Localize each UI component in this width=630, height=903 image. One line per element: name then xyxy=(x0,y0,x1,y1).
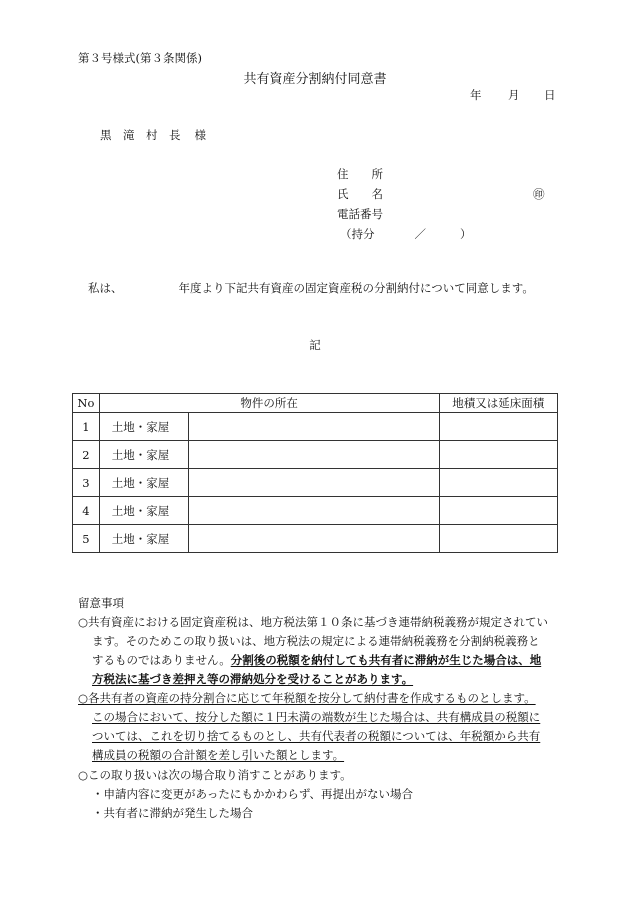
row-location-cell[interactable] xyxy=(189,525,439,553)
property-table xyxy=(72,393,558,553)
table-row xyxy=(73,413,558,441)
date-year-label: 年 xyxy=(470,88,482,102)
share-open: （持分 xyxy=(340,227,375,241)
document-title: 共有資産分割納付同意書 xyxy=(243,72,387,87)
row-location-cell[interactable] xyxy=(189,469,439,497)
table-row xyxy=(73,497,558,525)
form-number: 第３号様式(第３条関係) xyxy=(78,51,202,65)
note-2-line-4: 構成員の税額の合計額を差し引いた額とします。 xyxy=(92,748,345,762)
header-location: 物件の所在 xyxy=(99,394,439,413)
row-type: 土地・家屋 xyxy=(99,469,189,497)
row-area-cell[interactable] xyxy=(439,441,557,469)
consent-suffix: 年度より下記共有資産の固定資産税の分割納付について同意します。 xyxy=(178,281,534,295)
row-type: 土地・家屋 xyxy=(99,413,189,441)
share-close: ） xyxy=(460,227,472,241)
ki-heading: 記 xyxy=(309,338,321,352)
address-label: 住 所 xyxy=(337,167,383,181)
note-1-line-3 xyxy=(92,652,541,668)
note-1-line-1: ○共有資産における固定資産税は、地方税法第１０条に基づき連帯納税義務が規定されてい xyxy=(78,615,549,629)
row-location-cell[interactable] xyxy=(189,497,439,525)
note-2-line-1: ○各共有者の資産の持分割合に応じて年税額を按分して納付書を作成するものとします。 xyxy=(78,691,536,705)
row-location-cell[interactable] xyxy=(189,441,439,469)
table-header-row xyxy=(73,394,558,413)
note-2-line-3: ついては、これを切り捨てるものとし、共有代表者の税額については、年税額から共有 xyxy=(92,729,541,743)
share-line xyxy=(340,226,472,242)
note-3-bullet-2: ・共有者に滞納が発生した場合 xyxy=(92,806,253,820)
note-1-line-2: ます。そのためこの取り扱いは、地方税法の規定による連帯納税義務を分割納税義務と xyxy=(92,634,540,648)
date-month-label: 月 xyxy=(508,88,520,102)
consent-prefix: 私は、 xyxy=(88,281,123,295)
row-type: 土地・家屋 xyxy=(99,525,189,553)
row-area-cell[interactable] xyxy=(439,497,557,525)
date-day-label: 日 xyxy=(544,88,556,102)
row-area-cell[interactable] xyxy=(439,469,557,497)
note-3-bullet-1: ・申請内容に変更があったにもかかわらず、再提出がない場合 xyxy=(92,787,413,801)
consent-statement xyxy=(88,280,534,296)
name-label: 氏 名 xyxy=(337,187,383,201)
share-slash: ／ xyxy=(414,227,426,241)
addressee-honorific: 様 xyxy=(194,128,206,142)
row-type: 土地・家屋 xyxy=(99,497,189,525)
table-row xyxy=(73,469,558,497)
table-row xyxy=(73,441,558,469)
table-row xyxy=(73,525,558,553)
addressee xyxy=(100,127,206,143)
phone-label: 電話番号 xyxy=(337,207,383,221)
row-area-cell[interactable] xyxy=(439,413,557,441)
header-no: No xyxy=(73,394,100,413)
addressee-name: 黒 滝 村 長 xyxy=(100,128,181,142)
row-area-cell[interactable] xyxy=(439,525,557,553)
row-location-cell[interactable] xyxy=(189,413,439,441)
row-no: 5 xyxy=(73,525,100,553)
note-1-line-3a: するものではありません。 xyxy=(92,653,231,667)
date-line xyxy=(470,87,556,103)
note-2-line-2: この場合において、按分した額に１円未満の端数が生じた場合は、共有構成員の税額に xyxy=(92,710,541,724)
note-1-line-3b: 分割後の税額を納付しても共有者に滞納が生じた場合は、地 xyxy=(230,653,542,667)
row-no: 4 xyxy=(73,497,100,525)
note-1-line-4: 方税法に基づき差押え等の滞納処分を受けることがあります。 xyxy=(92,672,414,686)
note-3-line-1: ○この取り扱いは次の場合取り消すことがあります。 xyxy=(78,768,352,782)
row-type: 土地・家屋 xyxy=(99,441,189,469)
notes-heading: 留意事項 xyxy=(78,596,124,610)
row-no: 1 xyxy=(73,413,100,441)
row-no: 2 xyxy=(73,441,100,469)
row-no: 3 xyxy=(73,469,100,497)
header-area: 地積又は延床面積 xyxy=(439,394,557,413)
seal-mark: ㊞ xyxy=(533,187,545,201)
